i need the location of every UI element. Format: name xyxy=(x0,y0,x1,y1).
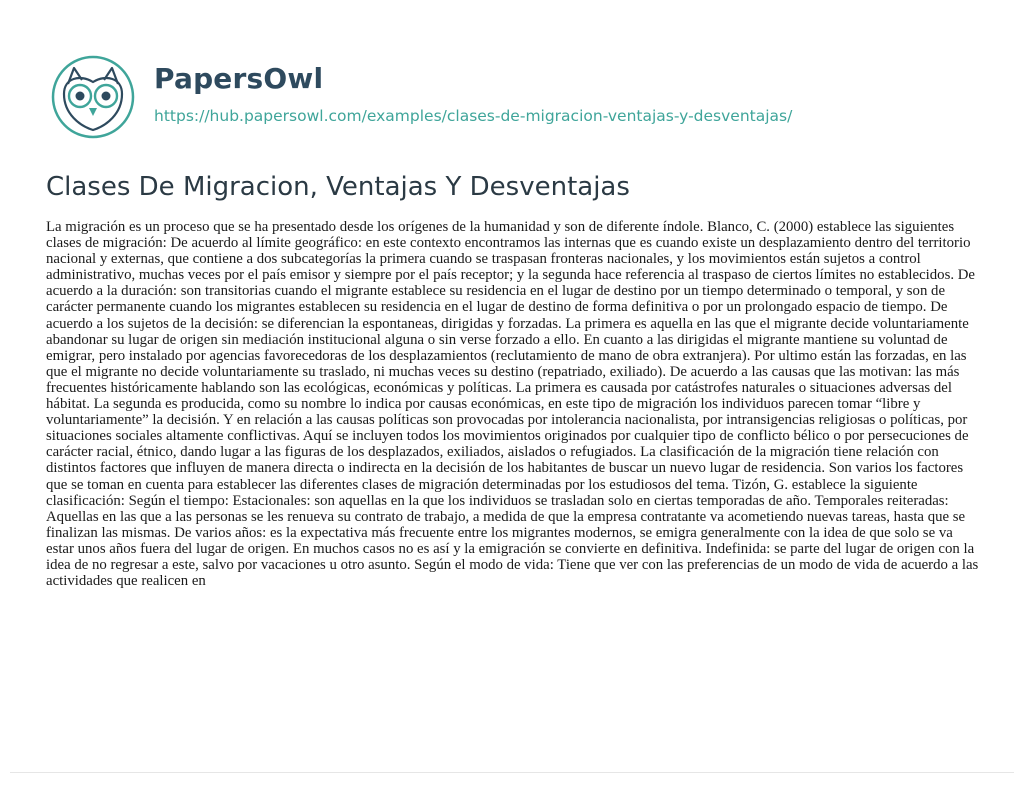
document-title: Clases De Migracion, Ventajas Y Desventajas xyxy=(46,172,630,202)
site-header xyxy=(46,54,792,144)
header-text xyxy=(154,54,792,126)
document-body-text: La migración es un proceso que se ha presentado desde los orígenes de la humanidad y son de diferente índole. Blanco, C. (2000) establece las siguientes clases de migración: De acuerdo al límite geográfico: en este contexto encontramos las internas que es cuando existe un desplazamiento dentro del territorio nacional y externas, que contiene a dos subcategorías la primera cuando se traspasan fronteras nacionales, y los movimientos están sujetos a control administrativo, muchas veces por el país emisor y siempre por el país receptor; y la segunda hace referencia al traspaso de ciertos límites no establecidos. De acuerdo a la duración: son transitorias cuando el migrante establece su residencia en el lugar de destino por un tiempo determinado o temporal, y son de carácter permanente cuando los migrantes establecen su residencia en el lugar de destino de forma definitiva o por un prolongado espacio de tiempo. De acuerdo a los sujetos de la decisión: se diferencian la espontaneas, dirigidas y forzadas. La primera es aquella en las que el migrante decide voluntariamente abandonar su lugar de origen sin mediación institucional alguna o sin verse forzado a ello. En cuanto a las dirigidas el migrante mantiene su voluntad de emigrar, pero instalado por agencias favorecedoras de los desplazamientos (reclutamiento de mano de obra extranjera). Por ultimo están las forzadas, en las que el migrante no decide voluntariamente su traslado, ni muchas veces su destino (repatriado, exiliado). De acuerdo a las causas que las motivan: las más frecuentes históricamente hablando son las ecológicas, económicas y políticas. La primera es causada por catástrofes naturales o situaciones adversas del hábitat. La segunda es producida, como su nombre lo indica por causas económicas, en este tipo de migración los individuos parecen tomar “libre y voluntariamente” la decisión. Y en relación a las causas políticas son provocadas por intolerancia nacionalista, por intransigencias religiosas o políticas, por situaciones sociales altamente conflictivas. Aquí se incluyen todos los movimientos originados por cualquier tipo de conflicto bélico o por persecuciones de carácter racial, étnico, dando lugar a las figuras de los desplazados, exiliados, aislados o refugiados. La clasificación de la migración tiene relación con distintos factores que influyen de manera directa o indirecta en la decisión de los habitantes de buscar un nuevo lugar de residencia. Son varios los factores que se toman en cuenta para establecer las diferentes clases de migración determinadas por los estudiosos del tema. Tizón, G. establece la siguiente clasificación: Según el tiempo: Estacionales: son aquellas en la que los individuos se trasladan solo en ciertas temporadas de año. Temporales reiteradas: Aquellas en las que a las personas se les renueva su contrato de trabajo, a medida de que la empresa contratante va acometiendo nuevas tareas, hasta que se finalizan las mismas. De varios años: es la expectativa más frecuente entre los migrantes modernos, se emigra generalmente con la idea de que solo se va estar unos años fuera del lugar de origen. En muchos casos no es así y la emigración se convierte en definitiva. Indefinida: se parte del lugar de origen con la idea de no regresar a este, salvo por vacaciones u otro asunto. Según el modo de vida: Tiene que ver con las preferencias de un modo de vida de acuerdo a las actividades que realicen en xyxy=(46,219,979,590)
source-url-link[interactable]: https://hub.papersowl.com/examples/clases-de-migracion-ventajas-y-desventajas/ xyxy=(154,107,793,125)
owl-logo-icon[interactable] xyxy=(46,54,140,140)
bottom-divider xyxy=(10,772,1014,773)
brand-name[interactable]: PapersOwl xyxy=(154,62,324,95)
